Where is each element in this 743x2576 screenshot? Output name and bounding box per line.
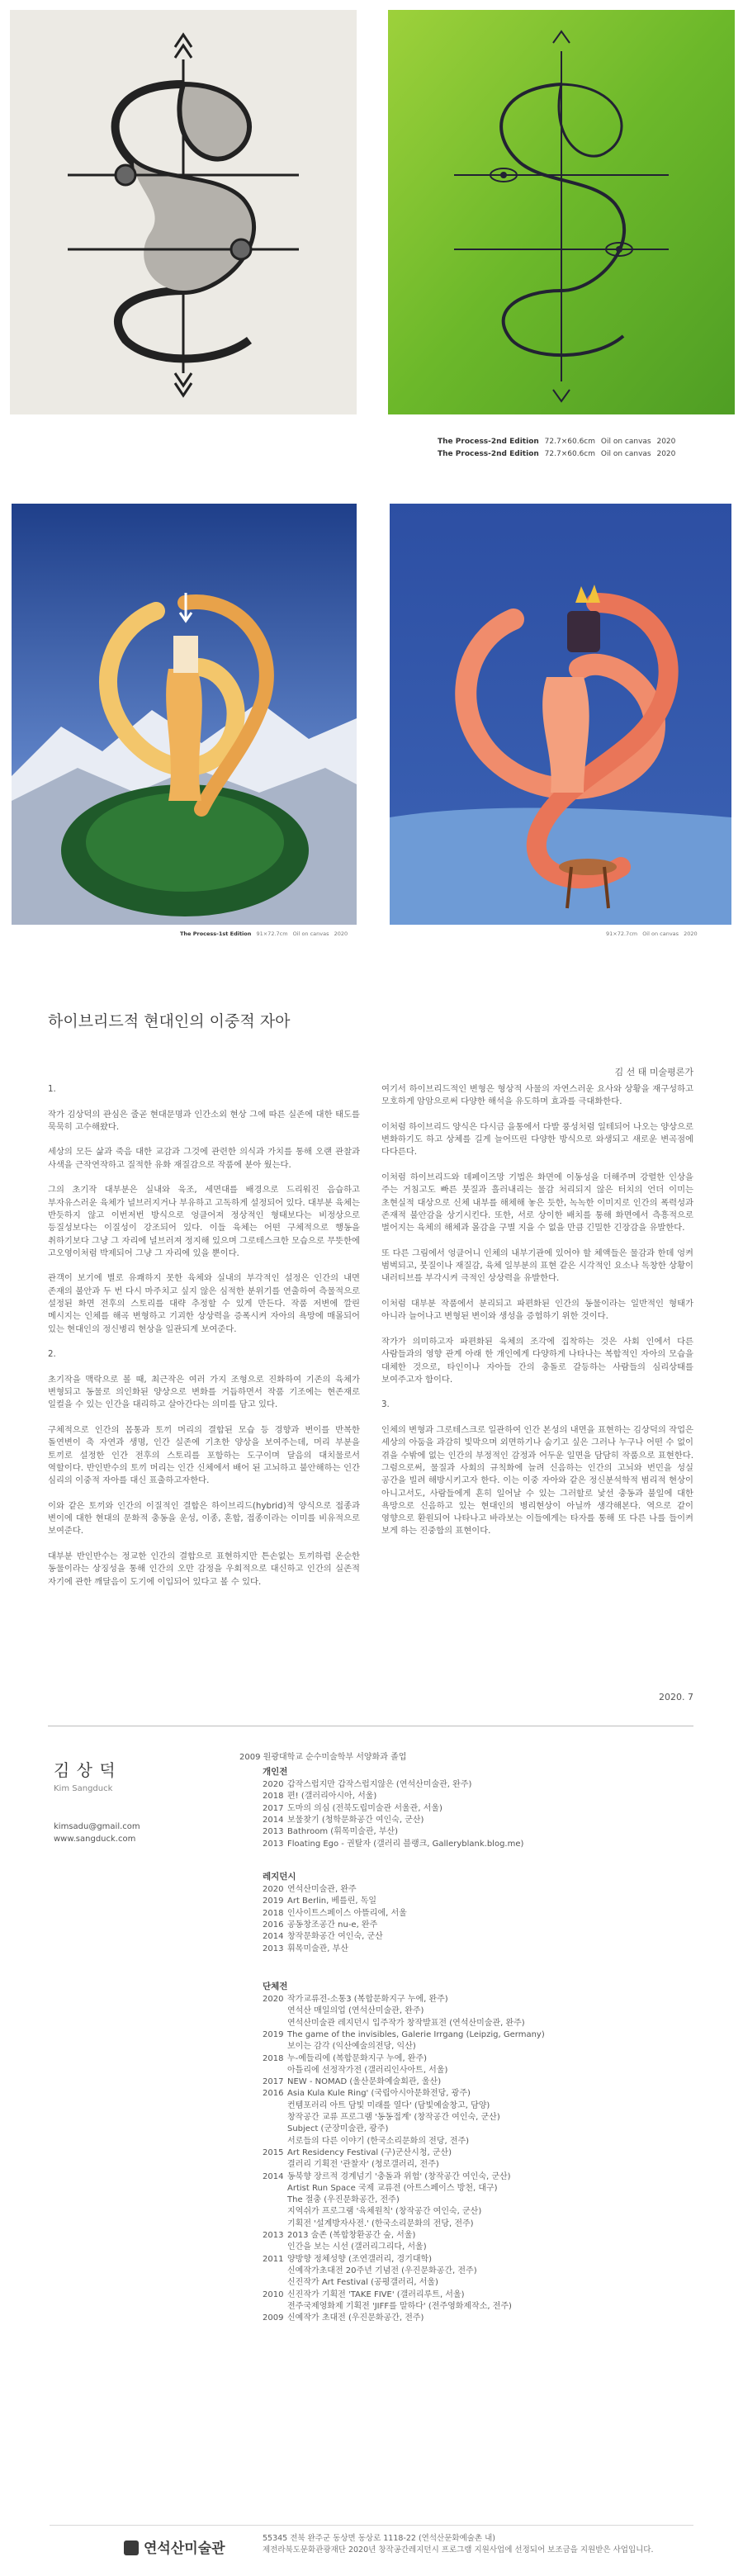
cv-row — [263, 2218, 474, 2230]
cv-row — [263, 2290, 465, 2301]
cv-entry: 연석산미술관 레지던시 입주작가 창작발표전 (연석산미술관, 완주) — [287, 2018, 525, 2028]
cv-year: 2019 — [263, 1896, 284, 1906]
cv-row — [263, 2029, 545, 2041]
artist-website: www.sangduck.com — [54, 1835, 136, 1844]
artwork-4-figure — [390, 504, 731, 925]
cv-entry: 신예작가초대전 20주년 기념전 (우진문화공간, 전주) — [287, 2266, 477, 2275]
cv-entry: Asia Kula Kule Ring' (국립아시아문화전당, 광주) — [287, 2089, 471, 2099]
essay-paragraph: 작가가 의미하고자 파편화된 육체의 조각에 집착하는 것은 사회 인에서 다른 사람들과의 영향 관계 아래 한 개인에게 다양하게 나타나는 복합적인 자아의 모습을 대체한 것으로, 타인이나 자아들 간의 충돌로 갈등하는 사람들의 심리상태를 보여주고자 함이다. — [381, 1336, 693, 1385]
essay-paragraph: 대부분 반인반수는 정교한 인간의 결합으로 표현하지만 튼손없는 토끼하렴 온순한 동물이라는 상징성을 통해 인간의 오만 감정을 우회적으로 대신하고 인간의 실존적 자기에 관한 깨달음이 도기에 이입되어 있다고 볼 수 있다. — [48, 1551, 360, 1587]
cv-row — [263, 1839, 523, 1850]
footer-divider — [50, 2525, 693, 2526]
footer-address: 55345 전북 완주군 동상면 동상로 1118-22 (연석산문화예술촌 내) — [263, 2534, 496, 2543]
cv-row — [263, 2301, 512, 2313]
essay-paragraph: 3. — [381, 1399, 390, 1410]
cv-entry: 신예작가 초대전 (우진문화공간, 전주) — [287, 2313, 424, 2323]
artwork-title: The Process-2nd Edition — [438, 438, 539, 446]
artwork-caption-1 — [438, 438, 675, 446]
cv-entry: 지역쉬가 프로그램 '육체원칙' (창작공간 여인숙, 군산) — [287, 2207, 482, 2217]
artist-name-english: Kim Sangduck — [54, 1784, 113, 1793]
cv-row — [263, 2053, 427, 2065]
cv-year: 2016 — [263, 1920, 284, 1930]
essay-paragraph: 2. — [48, 1349, 56, 1360]
cv-row — [263, 2313, 424, 2324]
cv-row — [263, 2065, 447, 2076]
essay-title: 하이브리드적 현대인의 이중적 자아 — [48, 1012, 291, 1030]
cv-year: 2014 — [263, 2171, 284, 2181]
artwork-title: The Process-1st Edition — [180, 930, 252, 937]
cv-year: 2019 — [263, 2029, 284, 2039]
cv-year: 2013 — [263, 1827, 284, 1837]
cv-row — [263, 2136, 469, 2147]
cv-row — [263, 1931, 383, 1943]
cv-row — [263, 2076, 441, 2088]
cv-year: 2013 — [263, 2231, 284, 2240]
artwork-size: 91×72.7cm — [256, 930, 288, 937]
cv-year: 2018 — [263, 1908, 284, 1918]
cv-section-heading: 레지던시 — [263, 1872, 296, 1882]
artist-name-korean: 김 상 덕 — [54, 1760, 116, 1780]
cv-year: 2013 — [263, 1839, 284, 1849]
cv-entry: 양방향 정체성향 (조연갤러리, 경기대학) — [287, 2254, 433, 2264]
cv-row — [263, 1896, 376, 1907]
cv-entry: 휘목미술관, 부산 — [287, 1944, 348, 1953]
museum-logo-icon — [124, 2540, 139, 2555]
cv-row — [263, 2195, 400, 2206]
cv-entry: 결러리 기획전 '관찰자' (청로갤러리, 전주) — [287, 2160, 439, 2170]
cv-row — [263, 1920, 377, 1931]
artwork-year: 2020 — [656, 438, 676, 446]
artwork-year: 2020 — [656, 450, 676, 458]
cv-entry: Art Residency Festival (구)군산시청, 군산) — [287, 2147, 452, 2157]
artwork-2-figure — [388, 10, 735, 414]
cv-row — [263, 2171, 511, 2183]
cv-year: 2015 — [263, 2147, 284, 2157]
essay-paragraph: 구체적으로 인간의 몸통과 토끼 머리의 결합된 모습 등 경향과 변이를 반복한 돌연변이 축 자연과 생명, 인간 실존에 기초한 양상을 보여주는데, 머리 부분을 토끼로 설정한 인간 전후의 스토리를 포함하는 도구이며 달음의 대치물로서 역할이다. 반인반수의 토끼 머리는 인간 신체에서 배어 된 고뇌하고 불안해하는 인간 심리의 이중적 자아를 대신 표출하고자한다. — [48, 1425, 360, 1486]
cv-row — [263, 1908, 407, 1920]
essay-paragraph: 이와 같은 토끼와 인간의 이질적인 결합은 하이브리드(hybrid)적 양식으로 접종과 변이에 대한 현대의 문화적 충동을 운성, 이종, 혼합, 접종이라는 이미를 비유적으로 보여준다. — [48, 1500, 360, 1537]
artwork-medium: Oil on canvas — [642, 930, 679, 937]
cv-year: 2009 — [263, 2313, 284, 2323]
artwork-1-figure — [10, 10, 357, 414]
museum-logo — [124, 2536, 225, 2557]
cv-entry: 누-예들리에 (복합문화지구 누에, 완주) — [287, 2053, 428, 2063]
cv-year: 2020 — [263, 1995, 284, 2004]
cv-row — [263, 2124, 388, 2135]
cv-row — [263, 2183, 498, 2195]
artwork-size: 91×72.7cm — [606, 930, 638, 937]
cv-row — [263, 1815, 424, 1826]
cv-entry: 작가교류전-소통3 (복합문화지구 누에, 완주) — [287, 1995, 448, 2004]
artwork-4-image — [390, 504, 731, 925]
cv-row — [263, 2206, 481, 2218]
cv-entry: 공동창조공간 nu-e, 완주 — [287, 1920, 378, 1930]
cv-entry: 신진작가 Art Festival (공평갤러리, 서울) — [287, 2278, 438, 2288]
cv-year: 2020 — [263, 1780, 284, 1789]
cv-entry: The game of the invisibles, Galerie Irrgang (Leipzig, Germany) — [287, 2029, 545, 2039]
cv-entry: Art Berlin, 베를린, 독일 — [287, 1896, 377, 1906]
artist-contact — [54, 1821, 140, 1845]
essay-paragraph: 초기작을 맥락으로 볼 때, 최근작은 여러 가지 조형으로 진화하여 기존의 육체가 변형되고 동물로 의인화된 양상으로 변화를 거듭하면서 작품 기조에는 현존재로 일컬을 수 있는 인간을 대리하고 살아간다는 의미를 담고 있다. — [48, 1374, 360, 1410]
cv-entry: 편! (갤러리아시아, 서울) — [287, 1792, 377, 1802]
cv-year: 2016 — [263, 2089, 284, 2099]
cv-section-heading: 개인전 — [263, 1767, 288, 1777]
cv-row — [263, 1791, 376, 1802]
cv-row — [263, 1994, 448, 2005]
essay-paragraph: 인체의 변형과 그로테스크로 일관하여 인간 본성의 내면을 표현하는 김상덕의 작업은 세상의 아둠을 과감히 빛막으며 외면하기나 숨기고 싶은 그러나 누구나 어떤 수 없이 겪을 수밖에 없는 인간의 부정적인 감정과 어두운 일면을 담담히 작품으로 표현한다. 그럼으로써, 물질과 사회의 규칙화에 늘려 신음하는 인간의 고뇌와 번민을 성실 공간을 빌려 해방시키고자 한다. 이는 이중 자아와 같은 정신분석학적 범리적 현상이 아니고서도, 사람들에게 흔히 일어날 수 있는 그러할로 낯선 충동과 불일에 대한 욕망으로 신음하고 있는 현대인의 병리현상이 아닐까 생각해본다. 역으로 같이 영향으로 환원되어 나타나고 바라보는 이들에게는 타자를 통해 또 다른 나를 들이켜 보게 하는 진중함의 표현이다. — [381, 1425, 693, 1537]
cv-row — [263, 2266, 477, 2277]
cv-entry: 인사이트스페이스 아뜰리에, 서울 — [287, 1908, 407, 1918]
artwork-medium: Oil on canvas — [600, 450, 651, 458]
cv-section-heading: 단체전 — [263, 1982, 288, 1991]
cv-entry: 창작문화공간 여인숙, 군산 — [287, 1932, 383, 1942]
footer-support: 제전라북도문화관광재단 2020년 창작공간레지던시 프로그램 지원사업에 선정되어 보조금을 지원받은 사업입니다. — [263, 2545, 654, 2555]
cv-row — [263, 2041, 416, 2053]
essay-paragraph: 그의 초기작 대부분은 실내와 육조, 세면대를 배경으로 드리워진 음습하고 부자유스러운 육체가 널브러지거나 부유하고 고독하게 설정되어 있다. 대부분 육체는 반듯하지 않고 이번저번 방식으로 엉클어져 정상적인 형태보다는 비정상으로 등질성보다는 이질성이 강조되어 있다. 이들 육체는 어떤 구체적으로 행동을 취하기보다 그냥 그 자리에 널브러져 정지해 있으며 그로테스크한 모습으로 무뜻한에 고오영이처럼 박제되어 그냥 그 자리에 있을 뿐이다. — [48, 1185, 360, 1258]
cv-row — [263, 1884, 357, 1896]
cv-entry: 인간을 보는 시선 (갤러리그리다, 서울) — [287, 2242, 427, 2252]
artist-email: kimsadu@gmail.com — [54, 1822, 140, 1831]
cv-entry: 컨템포러리 아트 담빛 미래를 열다' (담빛예술창고, 담양) — [287, 2100, 490, 2110]
cv-entry: 서로들의 다른 이야기 (한국소리문화의 전당, 전주) — [287, 2136, 470, 2146]
cv-year: 2018 — [263, 1792, 284, 1802]
cv-row — [263, 1944, 348, 1955]
cv-year: 2020 — [263, 1885, 284, 1894]
essay-paragraph: 1. — [48, 1084, 56, 1094]
cv-entry: 전주국제영화제 기획전 'JIFF를 말하다' (전주영화제작소, 전주) — [287, 2301, 512, 2311]
cv-entry: 기획전 '설계방자사전.' (한국소리문화의 전당, 전주) — [287, 2218, 474, 2228]
cv-row — [263, 1779, 471, 1791]
cv-entry: 갑작스럽지만 갑작스럽지않은 (연석산미술관, 완주) — [287, 1780, 472, 1789]
artwork-1-image — [10, 10, 357, 414]
artwork-2-image — [388, 10, 735, 414]
essay-date: 2020. 7 — [659, 1692, 693, 1702]
essay-paragraph: 여기서 하이브리드적인 변형은 형상적 사물의 자연스러운 요사와 상황을 재구성하고 모호하게 암암으로써 다양한 해석을 유도하며 효과를 극대화한다. — [381, 1084, 693, 1107]
essay-paragraph: 작가 김상덕의 관심은 줄곧 현대문명과 인간소외 현상 그에 따른 실존에 대한 태도를 묵묵히 고수해왔다. — [48, 1109, 360, 1132]
cv-row — [263, 2242, 427, 2253]
cv-row — [263, 2005, 424, 2017]
cv-entry: 신진작가 기획전 'TAKE FIVE' (갤러리루트, 서울) — [287, 2290, 465, 2299]
cv-year: 2010 — [263, 2290, 284, 2299]
footer-info — [263, 2533, 654, 2556]
essay-left-column — [48, 1083, 360, 1601]
artwork-3-image — [12, 504, 357, 925]
cv-row — [263, 2159, 439, 2171]
essay-author: 김 선 태 미술평론가 — [614, 1067, 693, 1077]
cv-row — [263, 2254, 432, 2266]
cv-entry: 보물찾기 (청학문화공간 여인숙, 군산) — [287, 1815, 424, 1825]
cv-row — [263, 2230, 415, 2242]
cv-entry: 보이는 감각 (익산예술의전당, 익산) — [287, 2042, 416, 2052]
cv-entry: 연석산미술관, 완주 — [287, 1885, 357, 1894]
cv-entry: 동북향 장르적 경계넘기 '충돌과 위험' (창작공간 여인숙, 군산) — [287, 2171, 511, 2181]
museum-logo-text: 연석산미술관 — [144, 2540, 225, 2557]
cv-education: 2009 원광대학교 순수미술학부 서양화과 졸업 — [239, 1753, 407, 1762]
essay-paragraph: 이처럼 하이브리드 양식은 다시금 을통에서 다발 풍성처럼 일테되어 나오는 양상으로 변화하기도 하고 상체를 길게 늘어뜨린 다양한 방식으로 와생되고 새로운 변곡점에 다다른다. — [381, 1121, 693, 1158]
cv-row — [263, 2088, 471, 2100]
essay-paragraph: 세상의 모든 삶과 죽음 대한 교감과 그것에 관련한 의식과 가치를 통해 오랜 관찰과 사색을 근작연작하고 질적한 유화 재질감으로 작품에 분아 웠는다. — [48, 1147, 360, 1170]
cv-year: 2014 — [263, 1932, 284, 1942]
essay-paragraph: 이처럼 하이브리드와 데페이즈망 기법은 화면에 이동성을 더해주며 강렬한 인상을 주는 거침고도 빠른 붓질과 흘러내리는 물감 처리되지 않은 터치의 언더 이미는 초현실적 대상으로 신체 내부를 해체해 놓은 듯한, 녹녹한 이미지로 인간의 폭력성과 존재적 불안감을 상기시킨다. 또한, 서로 상이한 배치를 통해 화면에서 측흥적으로 벌어지는 육체의 해체과 몰감을 구별 지을 수 없을 만큼 긴밀한 긴장감을 유발한다. — [381, 1172, 693, 1234]
cv-entry: 연석산 매일의업 (연석산미술관, 완주) — [287, 2006, 424, 2016]
cv-row — [263, 2147, 452, 2159]
cv-row — [263, 1803, 442, 1815]
cv-year: 2011 — [263, 2254, 284, 2264]
cv-entry: Artist Run Space 국제 교류전 (아트스페이스 방천, 대구) — [287, 2183, 498, 2193]
artwork-caption-3 — [180, 930, 348, 937]
cv-entry: NEW - NOMAD (울산문화예술회관, 울산) — [287, 2077, 442, 2087]
cv-entry: 2013 술존 (복합창환공간 숲, 서울) — [287, 2231, 416, 2240]
artwork-year: 2020 — [334, 930, 348, 937]
cv-row — [263, 2018, 525, 2029]
cv-row — [263, 2112, 500, 2124]
essay-paragraph: 또 다른 그림에서 엉클어니 인체의 내부기관에 있어야 할 체액들은 물감과 한데 엉켜 범벅되고, 붓질이나 재질감, 육체 일부분의 표현 같은 시각적인 요소나 독창한 상황이 내러티브를 부각시켜 극적인 상상력을 유발한다. — [381, 1248, 693, 1284]
artwork-3-figure — [12, 504, 357, 925]
artwork-medium: Oil on canvas — [292, 930, 329, 937]
cv-row — [263, 2277, 438, 2289]
artwork-year: 2020 — [684, 930, 698, 937]
cv-entry: Bathroom (휘목미술관, 부산) — [287, 1827, 399, 1837]
cv-year: 2013 — [263, 1944, 284, 1953]
artwork-size: 72.7×60.6cm — [544, 438, 596, 446]
artwork-caption-2 — [438, 450, 675, 458]
cv-row — [263, 2100, 490, 2112]
cv-year: 2017 — [263, 1803, 284, 1813]
cv-year: 2018 — [263, 2053, 284, 2063]
cv-entry: 창작공간 교류 프로그램 '동동접계' (창작공간 여인숙, 군산) — [287, 2113, 500, 2122]
essay-paragraph: 관객이 보기에 별로 유쾌하지 못한 육체와 실내의 부각적인 설정은 인간의 내면 존재의 불안과 두 번 다시 마주치고 싶지 않은 심적한 분위기를 연출하여 측물적으로 설정된 화면 전후의 스토리를 대략 추정할 수 있게 만든다. 작품 저변에 깔린 메시지는 인체를 해곡 변형하고 기괴한 상상력을 증폭시켜 자아의 욕망에 매몰되어 있는 현대인의 정신병리 현상을 일관되게 보여준다. — [48, 1273, 360, 1334]
artwork-medium: Oil on canvas — [600, 438, 651, 446]
cv-row — [263, 1826, 398, 1838]
cv-entry: Floating Ego - 권탈자 (갤러리 블랭크, Galleryblank.blog.me) — [287, 1839, 524, 1849]
artwork-title: The Process-2nd Edition — [438, 450, 539, 458]
cv-entry: 도마의 의심 (전북도립미술관 서울관, 서울) — [287, 1803, 442, 1813]
essay-right-column — [381, 1083, 693, 1551]
cv-year: 2017 — [263, 2077, 284, 2087]
essay-paragraph: 이처럼 대부분 작품에서 분리되고 파편화된 인간의 동물이라는 일반적인 형태가 아니라 늘어나고 변형된 변이와 생성을 증험하기 위한 것이다. — [381, 1299, 693, 1322]
cv-entry: The 절충 (우진문화공간, 전주) — [287, 2195, 400, 2205]
artwork-size: 72.7×60.6cm — [544, 450, 596, 458]
artwork-caption-4 — [603, 930, 698, 937]
cv-year: 2014 — [263, 1815, 284, 1825]
cv-entry: Subject (군장미술관, 광주) — [287, 2124, 389, 2134]
cv-entry: 아틀리에 선정작가전 (갤러리인사아트, 서울) — [287, 2065, 448, 2075]
